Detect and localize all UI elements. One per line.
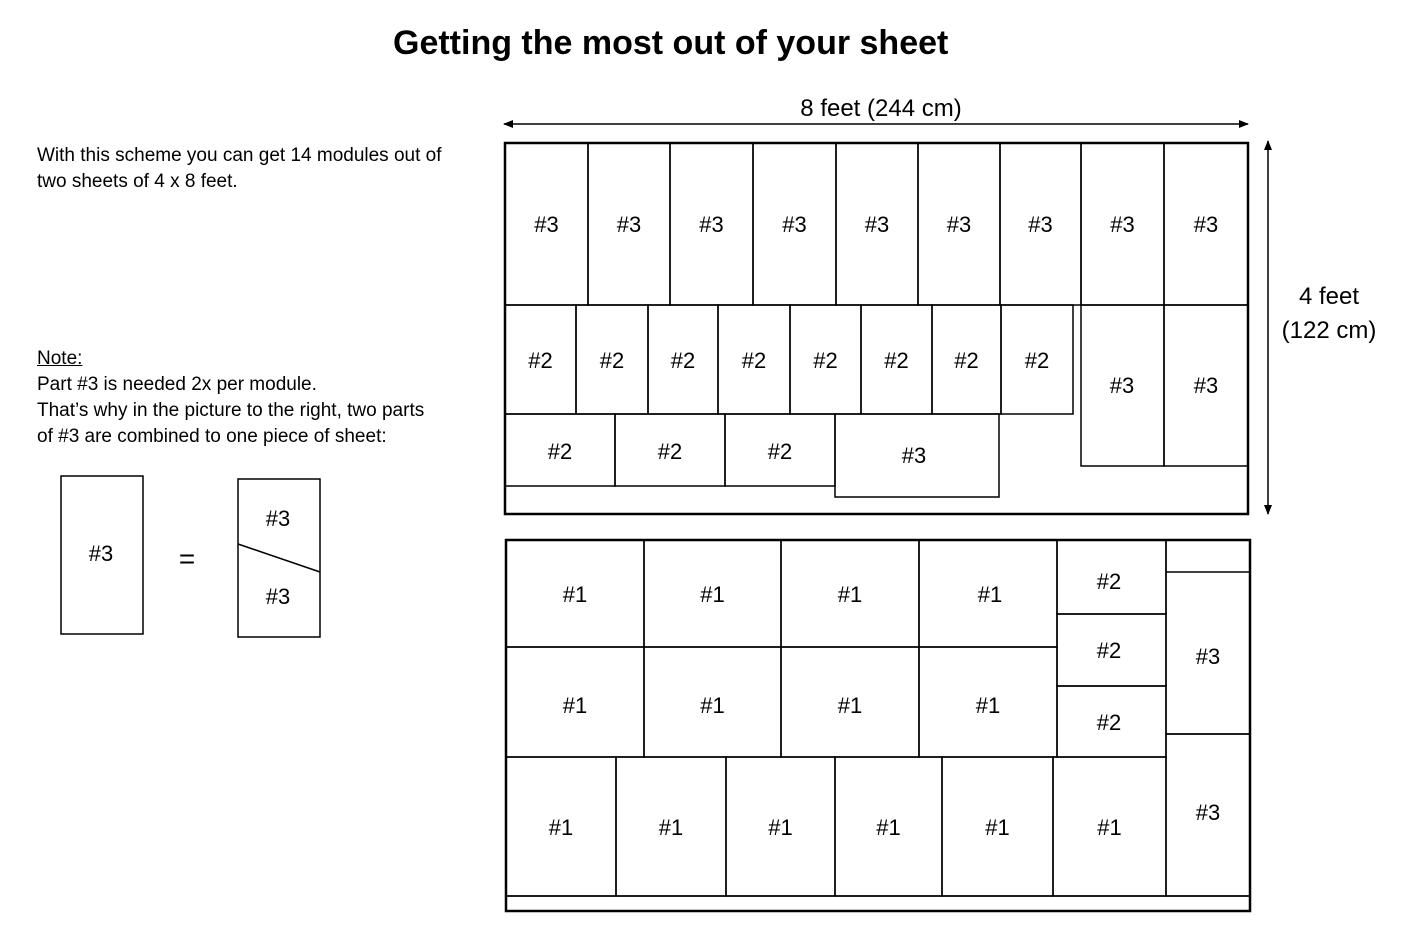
part-1-label: #1	[562, 582, 588, 607]
width-label: 8 feet (244 cm)	[800, 95, 962, 122]
sheet-2	[506, 540, 1250, 911]
part-2-label: #2	[767, 439, 793, 464]
part-3-label: #3	[901, 443, 927, 468]
legend-bottom-label: #3	[265, 584, 291, 609]
part-1-label: #1	[876, 815, 901, 840]
page-title: Getting the most out of your sheet	[393, 24, 949, 62]
part-2-label: #2	[741, 348, 767, 373]
part-1-label: #1	[837, 582, 863, 607]
height-label-line2: (122 cm)	[1281, 317, 1377, 344]
legend-single-label: #3	[88, 541, 114, 566]
legend-top-label: #3	[265, 506, 291, 531]
part-2-label: #2	[599, 348, 625, 373]
part-2-label: #2	[1096, 638, 1122, 663]
dimension-width	[504, 95, 1248, 124]
part-3-label: #3	[616, 212, 642, 237]
legend-diagonal-cut	[238, 544, 320, 572]
part-3-label: #3	[1193, 212, 1219, 237]
part-3-label: #3	[1193, 373, 1219, 398]
part-1-label: #1	[658, 815, 684, 840]
part-3-label: #3	[1028, 212, 1053, 237]
note-heading: Note:	[37, 348, 83, 369]
dimension-height	[1268, 141, 1376, 514]
part-1-label: #1	[700, 582, 725, 607]
note-line-3: of #3 are combined to one piece of sheet:	[37, 426, 387, 447]
part-2-label: #2	[1096, 710, 1122, 735]
note-line-2: That’s why in the picture to the right, two parts	[37, 400, 425, 421]
part-3-label: #3	[534, 212, 559, 237]
part-1-label: #1	[985, 815, 1010, 840]
part-2-label: #2	[657, 439, 683, 464]
part-1-label: #1	[977, 582, 1003, 607]
part-2-label: #2	[884, 348, 909, 373]
part-3-label: #3	[864, 212, 890, 237]
part-2-label: #2	[528, 348, 553, 373]
part-2-label: #2	[670, 348, 696, 373]
sheet-1	[505, 143, 1248, 514]
part-3-label: #3	[1110, 212, 1135, 237]
height-label-line1: 4 feet	[1298, 283, 1360, 310]
sheet-2-outline	[506, 540, 1250, 911]
part-1-label: #1	[562, 693, 588, 718]
part-1-label: #1	[768, 815, 793, 840]
part-1-label: #1	[1097, 815, 1122, 840]
part-1-label: #1	[548, 815, 574, 840]
part-2-label: #2	[813, 348, 838, 373]
legend	[61, 476, 320, 637]
part-3-label: #3	[699, 212, 724, 237]
part-1-label: #1	[975, 693, 1001, 718]
part-2-label: #2	[1096, 569, 1122, 594]
part-2-label: #2	[547, 439, 573, 464]
note-line-1: Part #3 is needed 2x per module.	[37, 374, 317, 395]
part-2-label: #2	[954, 348, 979, 373]
part-3-label: #3	[1195, 644, 1221, 669]
part-2-label: #2	[1024, 348, 1050, 373]
part-3-label: #3	[1109, 373, 1135, 398]
part-1-label: #1	[837, 693, 863, 718]
part-3-label: #3	[1195, 800, 1221, 825]
part-3-label: #3	[946, 212, 972, 237]
intro-text: With this scheme you can get 14 modules out of two sheets of 4 x 8 feet.	[37, 145, 442, 192]
legend-equals-sign: =	[178, 543, 196, 574]
sheet-1-outline	[505, 143, 1248, 514]
part-3-label: #3	[782, 212, 807, 237]
part-1-label: #1	[700, 693, 725, 718]
